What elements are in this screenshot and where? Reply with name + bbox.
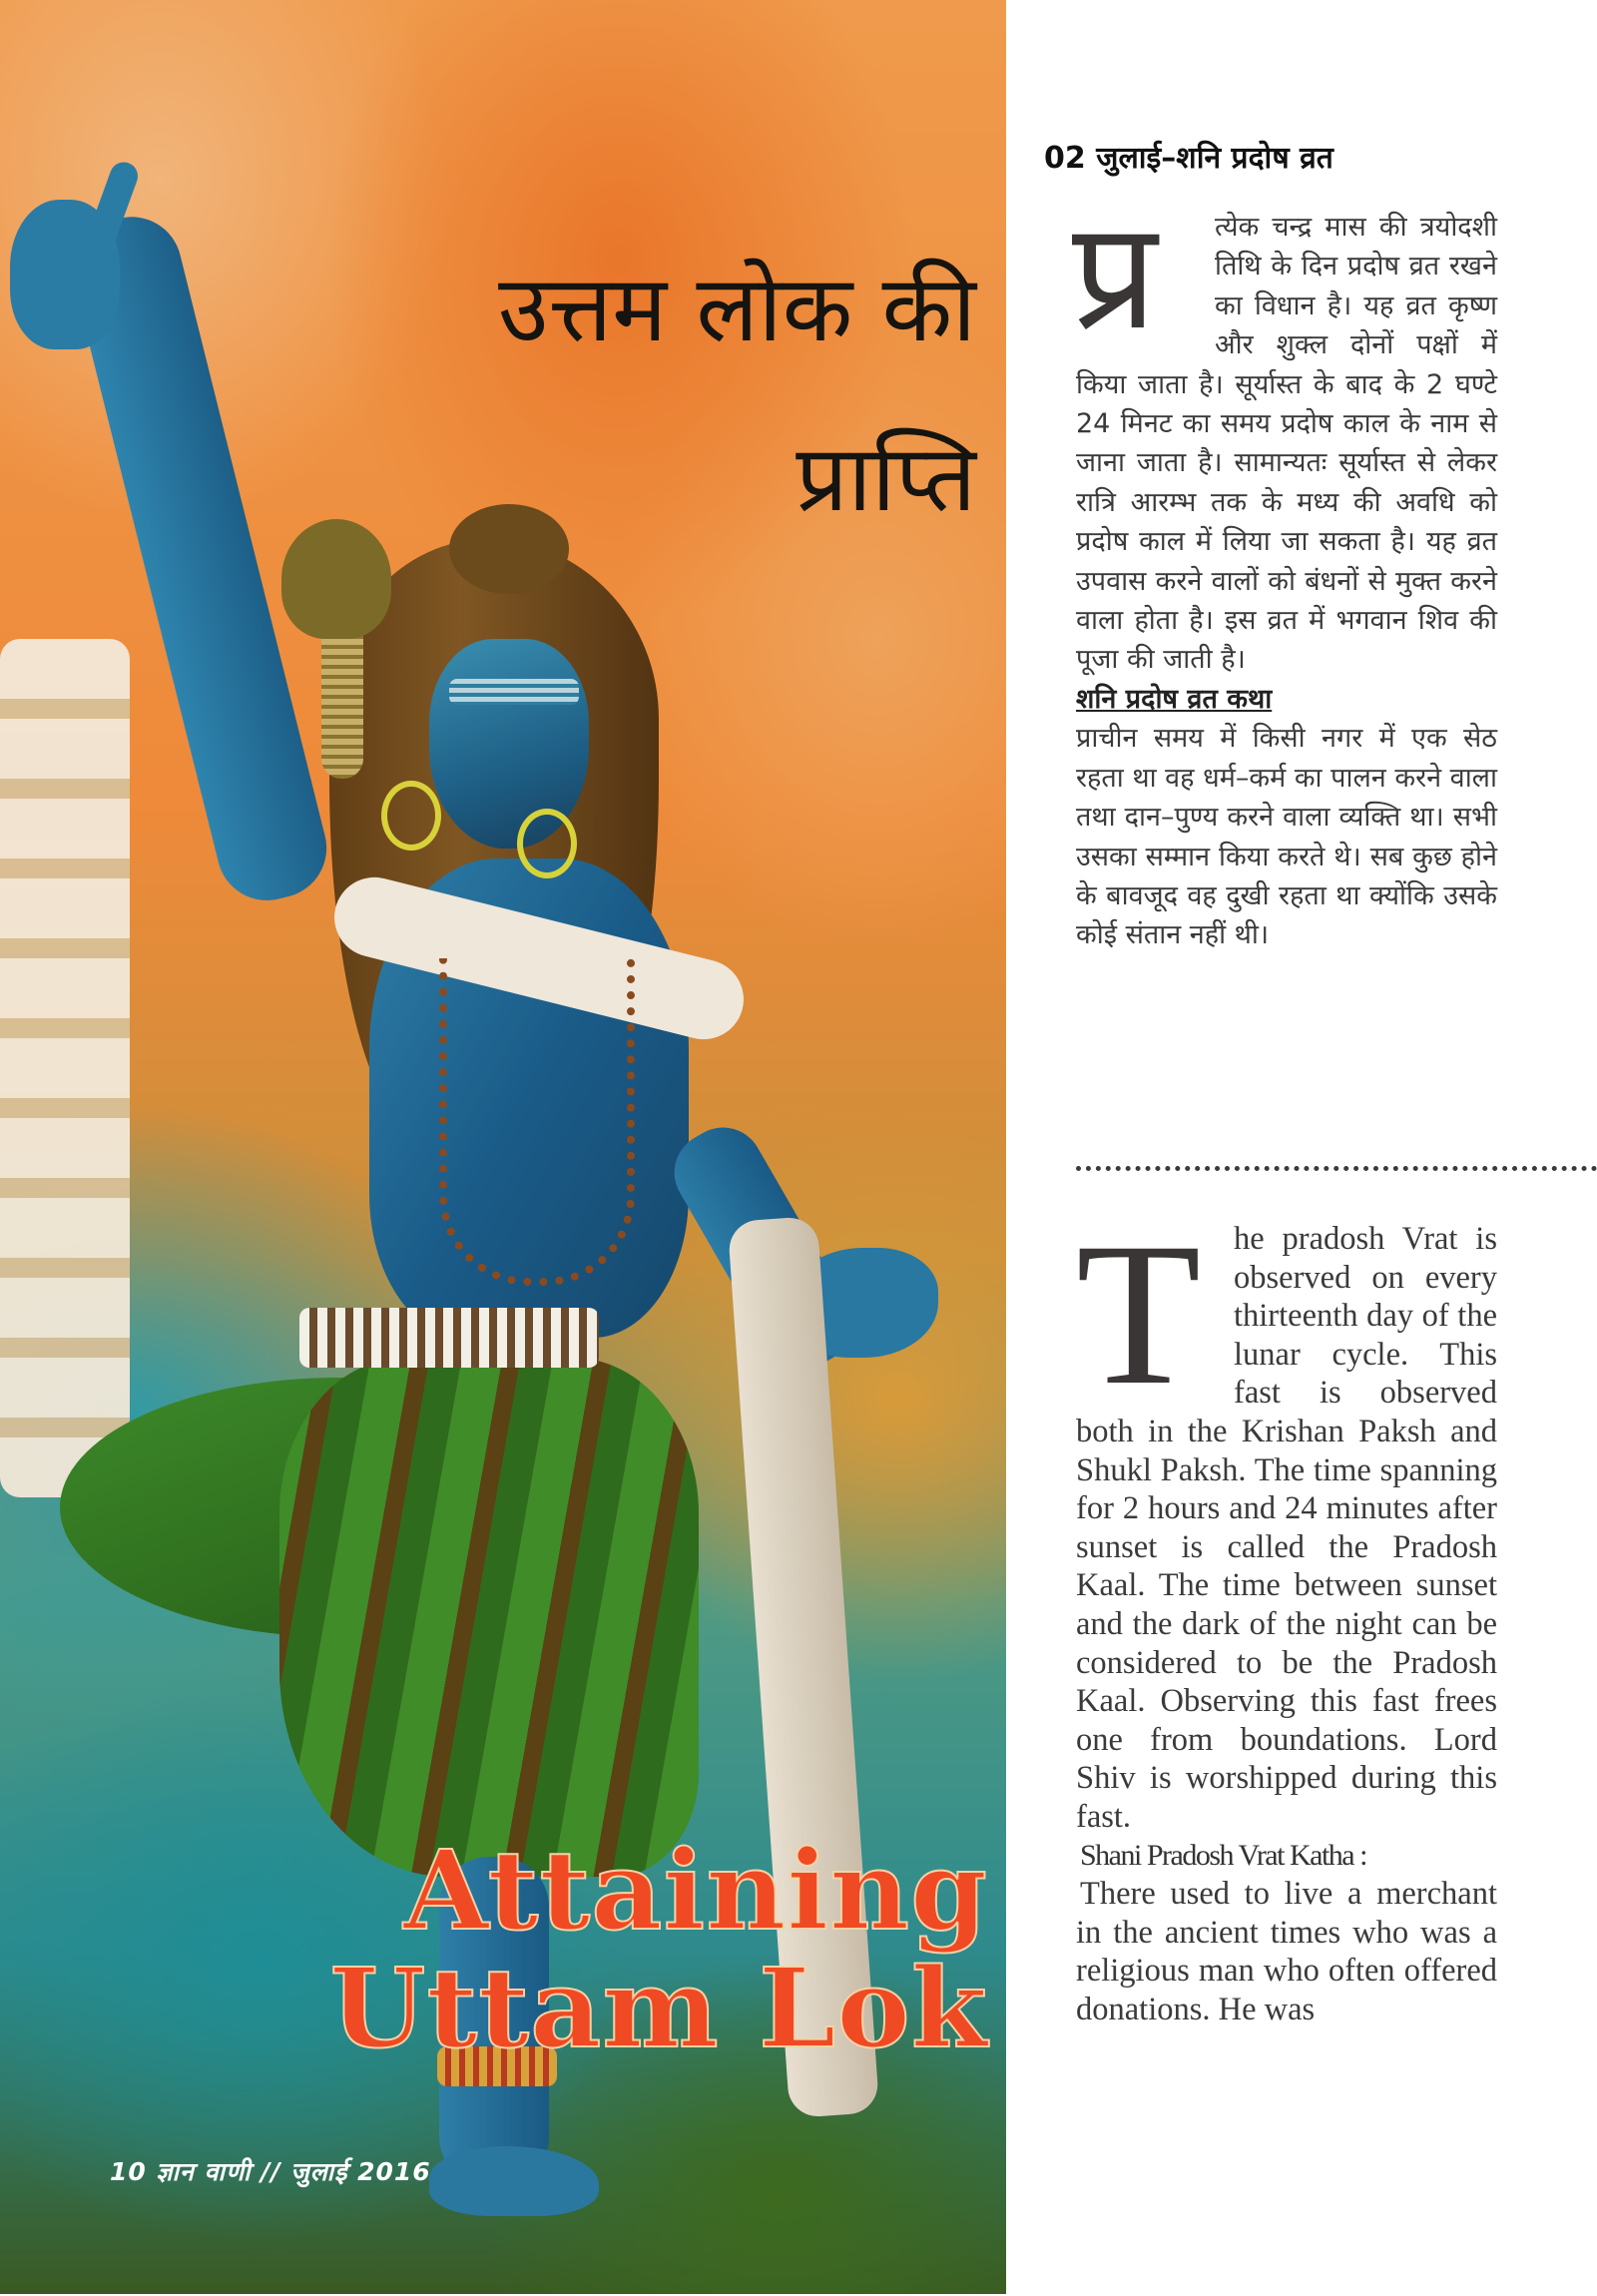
hindi-title: [337, 225, 976, 564]
hindi-drop-cap: प्र: [1072, 190, 1158, 363]
hindi-article-body: [1072, 190, 1497, 955]
scarf-left-illustration: [0, 639, 130, 1497]
english-paragraph-1: he pradosh Vrat is observed on every thirteenth day of the lunar cycle. This fast is observed both in the Krishan Paksh and Shukl Paksh. The time spanning for 2 hours and 24 minutes after sunset is called the Pradosh Kaal. The time between sunset and the dark of the night can be considered to be the Pradosh Kaal. Observing this fast frees one from boundations. Lord Shiv is worshipped during this fast.: [1076, 1221, 1497, 1835]
english-title: [289, 1826, 988, 2072]
dotted-divider: [1076, 1166, 1597, 1171]
rudraksha-beads-illustration: [439, 958, 635, 1286]
cobra-body-illustration: [321, 619, 363, 779]
foot-illustration: [429, 2146, 599, 2216]
dhoti-illustration: [279, 1358, 699, 1877]
english-drop-cap: T: [1076, 1201, 1202, 1428]
hindi-article-heading: 02 जुलाई–शनि प्रदोष व्रत: [1044, 141, 1333, 176]
english-paragraph-2: There used to live a merchant in the ancient times who was a religious man who often offered donations. He was: [1076, 1876, 1497, 2027]
english-article-body: [1076, 1201, 1497, 2028]
hindi-paragraph-2: प्राचीन समय में किसी नगर में एक सेठ रहता था वह धर्म–कर्म का पालन करने वाला तथा दान–पुण्य करने वाला व्यक्ति था। सभी उसका सम्मान किया करते थे। सब कुछ होने के बावजूद वह दुखी रहता था क्योंकि उसके कोई संतान नहीं थी।: [1076, 723, 1497, 951]
earring-left-illustration: [381, 781, 441, 851]
english-title-line2: Uttam Lok: [329, 1944, 988, 2072]
english-subheading: Shani Pradosh Vrat Katha :: [1080, 1838, 1366, 1872]
hindi-paragraph-1: त्येक चन्द्र मास की त्रयोदशी तिथि के दिन प्रदोष व्रत रखने का विधान है। यह व्रत कृष्ण और शुक्ल दोनों पक्षों में किया जाता है। सूर्यास्त के बाद के 2 घण्टे 24 मिनट का समय प्रदोष काल के नाम से जाना जाता है। सामान्यतः सूर्यास्त से लेकर रात्रि आरम्भ तक के मध्य की अवधि को प्रदोष काल में लिया जा सकता है। यह व्रत उपवास करने वालों को बंधनों से मुक्त करने वाला होता है। इस व्रत में भगवान शिव की पूजा की जाती है।: [1076, 212, 1497, 676]
belt-illustration: [299, 1308, 599, 1368]
english-title-line1: Attaining: [403, 1826, 988, 1955]
hindi-title-line1: उत्तम लोक की: [498, 256, 976, 362]
hindi-title-line2: प्राप्ति: [796, 425, 976, 532]
hindi-subheading: शनि प्रदोष व्रत कथा: [1076, 683, 1273, 715]
earring-right-illustration: [517, 809, 577, 878]
page-footer: 10 ज्ञान वाणी // जुलाई 2016: [110, 2157, 431, 2186]
tilak-illustration: [449, 679, 579, 705]
